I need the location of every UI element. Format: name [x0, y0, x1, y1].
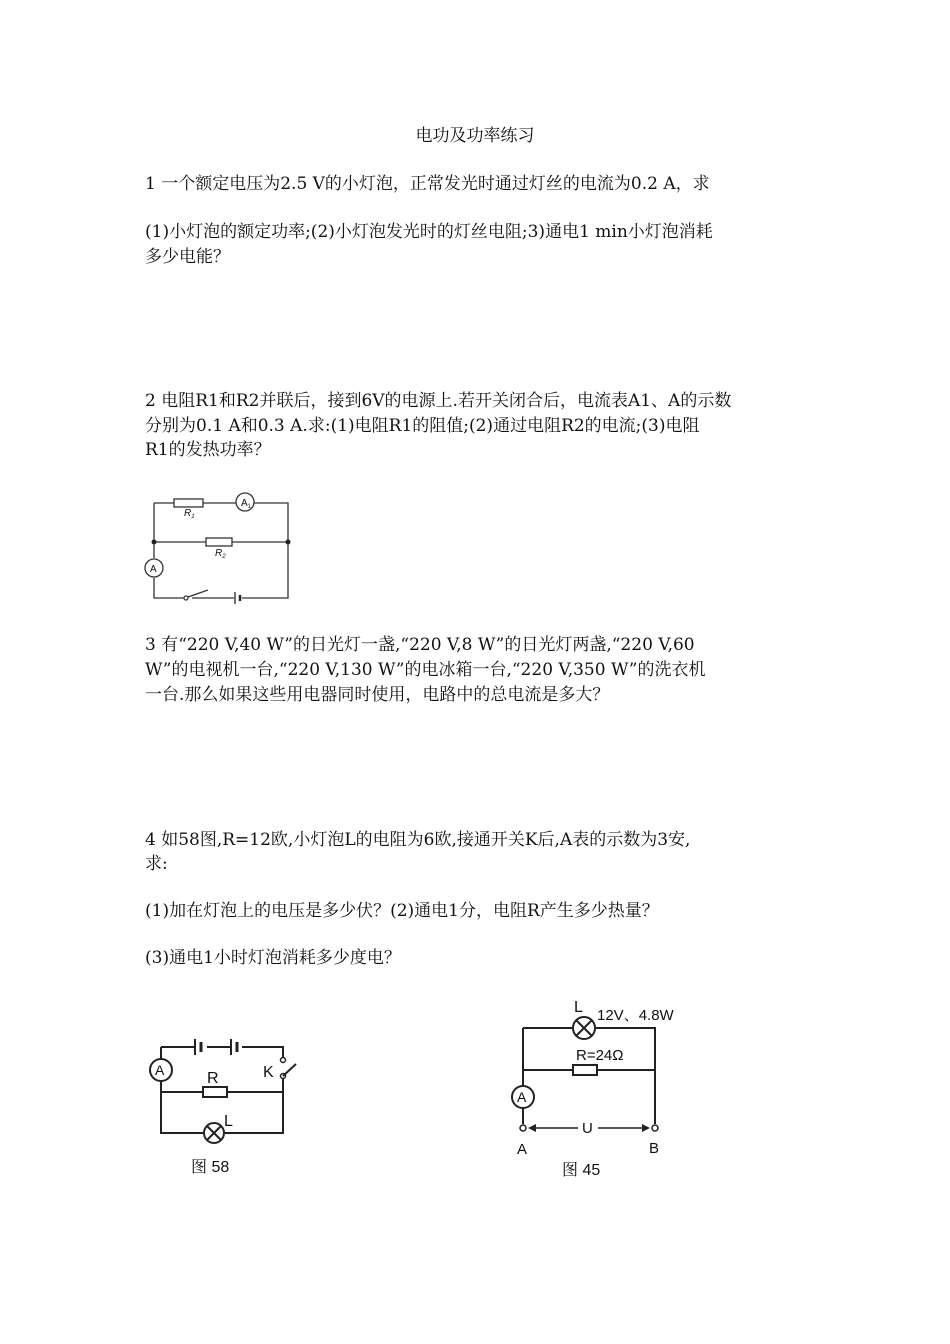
q4-text-line4: (3)通电1小时灯泡消耗多少度电？ [145, 948, 401, 968]
q1-text-line1: 1 一个额定电压为2.5 V的小灯泡，正常发光时通过灯丝的电流为0.2 A，求 [145, 174, 710, 194]
fig45-voltage-label: U [582, 1120, 593, 1137]
fig58-lamp-label: L [224, 1113, 233, 1130]
r2-label: $R_2$ [215, 548, 226, 560]
fig45-resistor-label: R=24Ω [576, 1047, 624, 1064]
switch-k-icon [281, 1058, 297, 1079]
page-title: 电功及功率练习 [415, 126, 535, 146]
junction-dot [152, 540, 157, 545]
fig58-switch-label: K [263, 1064, 274, 1081]
fig45-terminal-b-label: B [649, 1140, 660, 1157]
ammeter-a-label: A [150, 564, 157, 575]
r1-label: $R_1$ [184, 508, 195, 520]
fig58-caption: 图 58 [191, 1159, 230, 1176]
junction-dot [286, 540, 291, 545]
lamp-icon [204, 1123, 224, 1143]
terminal-b [652, 1125, 658, 1131]
q3-text-line2: W”的电视机一台,“220 V,130 W”的电冰箱一台,“220 V,350 W”的洗衣机 [145, 660, 706, 680]
figure-45-circuit [510, 990, 710, 1180]
q3-text-line3: 一台.那么如果这些用电器同时使用，电路中的总电流是多大？ [145, 685, 610, 705]
q2-text-line3: R1的发热功率？ [145, 440, 271, 460]
battery-icon [235, 592, 240, 604]
resistor-r [573, 1065, 597, 1075]
fig58-ammeter-label: A [155, 1062, 165, 1078]
q4-text-line2: 求: [145, 854, 168, 874]
ammeter-a1-label: $A_1$ [241, 498, 252, 510]
fig58-resistor-label: R [207, 1070, 219, 1087]
resistor-r [203, 1087, 227, 1097]
fig45-lamp-rating: 12V、4.8W [597, 1007, 674, 1024]
q2-text-line1: 2 电阻R1和R2并联后，接到6V的电源上.若开关闭合后，电流表A1、A的示数 [145, 391, 732, 411]
battery-icon [195, 1039, 237, 1055]
q2-circuit-diagram [140, 490, 300, 605]
q3-text-line1: 3 有“220 V,40 W”的日光灯一盏,“220 V,8 W”的日光灯两盏,“220 V,60 [145, 635, 695, 655]
figure-58-circuit [145, 1030, 305, 1180]
q1-text-line2: (1)小灯泡的额定功率;(2)小灯泡发光时的灯丝电阻;3)通电1 min小灯泡消耗 [145, 222, 713, 242]
terminal-a [520, 1125, 526, 1131]
q2-text-line2: 分别为0.1 A和0.3 A.求:(1)电阻R1的阻值;(2)通过电阻R2的电流;(3)电阻 [145, 416, 700, 436]
lamp-icon [573, 1017, 595, 1039]
q1-text-line3: 多少电能？ [145, 247, 230, 267]
resistor-r1 [174, 499, 203, 507]
resistor-r2 [206, 538, 232, 546]
q4-text-line1: 4 如58图,R=12欧,小灯泡L的电阻为6欧,接通开关K后,A表的示数为3安, [145, 830, 691, 850]
fig45-ammeter-label: A [517, 1089, 527, 1105]
fig45-terminal-a-label: A [517, 1141, 528, 1158]
fig45-caption: 图 45 [562, 1162, 601, 1179]
fig45-lamp-label: L [574, 999, 583, 1016]
q4-text-line3: (1)加在灯泡上的电压是多少伏？(2)通电1分，电阻R产生多少热量？ [145, 901, 659, 921]
